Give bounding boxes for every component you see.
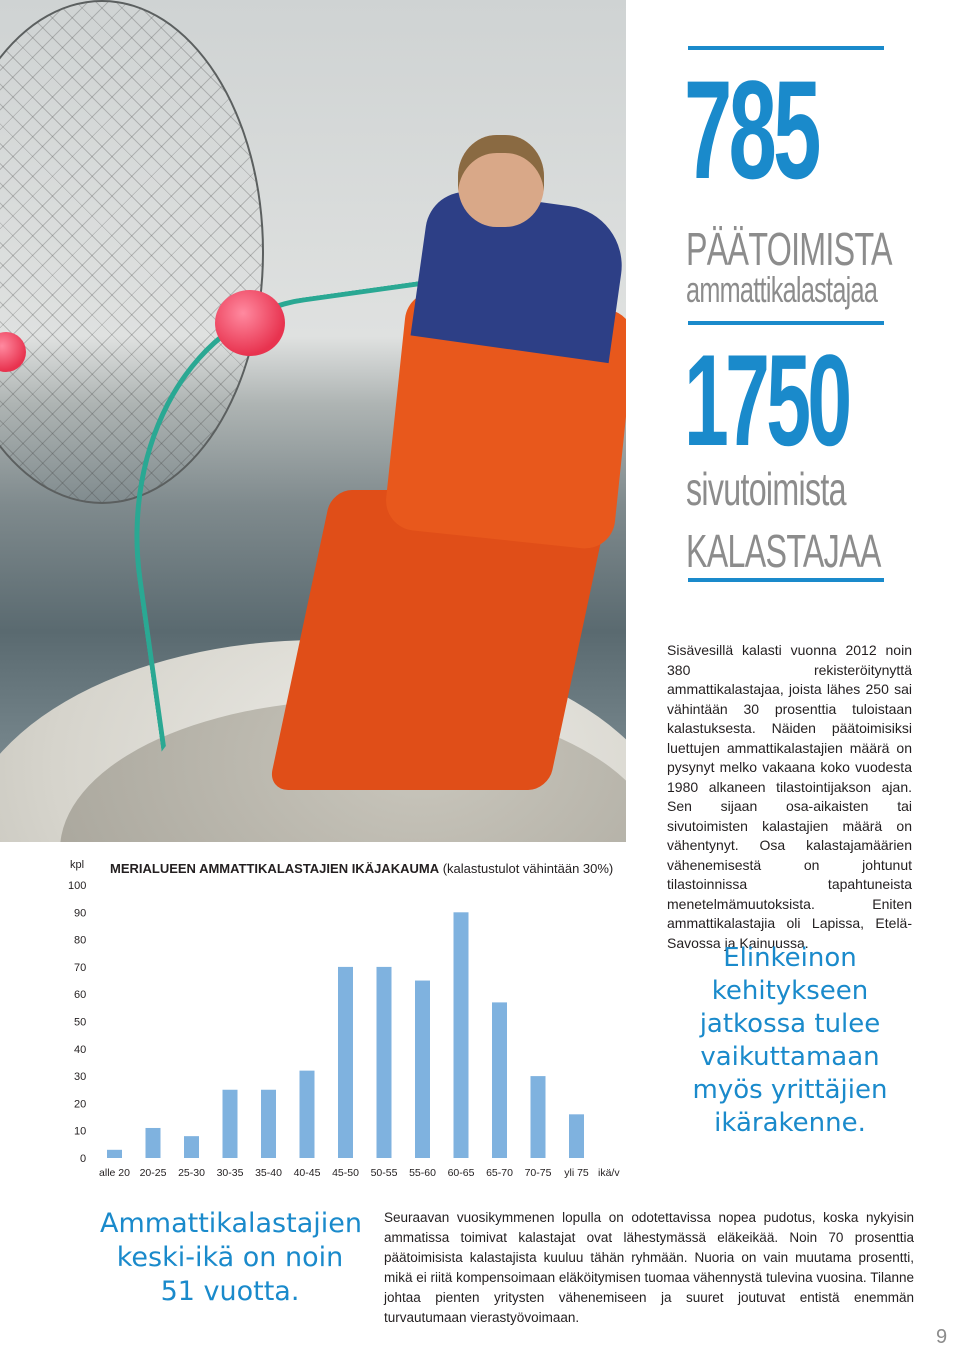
y-tick-label: 50 [74, 1016, 87, 1029]
bar [300, 1071, 315, 1158]
y-tick-label: 80 [74, 934, 87, 947]
x-tick-label: 30-35 [216, 1167, 244, 1179]
x-axis-label: ikä/v [598, 1167, 620, 1179]
chart-subtitle: (kalastustulot vähintään 30%) [442, 861, 614, 876]
divider [688, 46, 884, 50]
divider [688, 578, 884, 582]
x-tick-label: 20-25 [139, 1167, 167, 1179]
y-tick-label: 0 [80, 1153, 87, 1165]
bar [415, 981, 430, 1158]
body-paragraph: Sisävesillä kalasti vuonna 2012 noin 380 rekisteröitynyttä ammattikalastajaa, joista lähes 250 sai vähintään 30 prosenttia tuloistaan kalastuksesta. Näiden päätoimisiksi luettujen ammattikalastajien määrä on pysynyt melko vakaana koko vuodesta 1980 alkaneen tilastointijakson ajan. Sen sijaan osa-aikaisten tai sivutoimisten kalastajien määrä on vähentynyt. Osa kalastajamäärien vähenemisestä on johtunut tilastoinnissa tapahtuneista menetelmämuutoksista. Eniten ammattikalastajia oli Lapissa, Etelä-Savossa ja Kainuussa. [667, 642, 912, 951]
x-tick-label: 65-70 [486, 1167, 513, 1179]
pull-quote: Elinkeinon kehitykseen jatkossa tulee vaikuttamaan myös yrittäjien ikärakenne. [692, 943, 888, 1138]
x-tick-label: yli 75 [564, 1167, 589, 1179]
bar [454, 912, 469, 1158]
x-tick-label: 45-50 [332, 1167, 359, 1179]
y-tick-label: 40 [74, 1043, 87, 1056]
bar [569, 1114, 584, 1158]
y-tick-label: 100 [68, 880, 87, 892]
age-distribution-chart [0, 842, 640, 1192]
y-tick-label: 70 [74, 961, 87, 974]
stat-label-parttime: sivutoimista [686, 463, 846, 515]
stat-number-fulltime: 785 [684, 51, 818, 208]
x-tick-label: alle 20 [99, 1167, 130, 1179]
stat-sublabel-fulltime: ammattikalastajaa [686, 269, 878, 310]
y-tick-label: 10 [74, 1125, 87, 1138]
x-tick-label: 40-45 [293, 1167, 321, 1179]
bottom-paragraph: Seuraavan vuosikymmenen lopulla on odotettavissa nopea pudotus, koska nykyisin ammatissa toimivat kalastajat ovat lähestymässä eläkeikää. Noin 70 prosenttia päätoimisista kalastajista kuuluu tähän ryhmään. Nuoria on vain muutama prosentti, mikä ei riitä kompensoimaan eläköitymisen tuomaa vähennystä tulevina vuosina. Tilanne johtaa pienten yritysten vähenemiseen ja suuret joutuvat entistä enemmän turvautumaan vierastyövoimaan. [384, 1210, 914, 1325]
stat-number-parttime: 1750 [684, 327, 849, 473]
bar [492, 1002, 507, 1158]
stat-label-fulltime: PÄÄTOIMISTA [686, 223, 892, 275]
stat-sublabel-parttime: KALASTAJAA [686, 525, 881, 577]
x-tick-label: 70-75 [524, 1167, 552, 1179]
fisherman-photo [0, 0, 626, 842]
bar [146, 1128, 161, 1158]
x-tick-label: 35-40 [255, 1167, 282, 1179]
y-tick-label: 20 [74, 1098, 87, 1111]
bar [377, 967, 392, 1158]
x-tick-label: 50-55 [370, 1167, 398, 1179]
y-axis-label: kpl [70, 859, 85, 871]
bar [223, 1090, 238, 1158]
y-tick-label: 30 [74, 1071, 87, 1084]
bar [261, 1090, 276, 1158]
divider [688, 321, 884, 325]
bar [531, 1076, 546, 1158]
fisherman-head [458, 135, 544, 227]
bar [107, 1150, 122, 1158]
chart-title-main: MERIALUEEN AMMATTIKALASTAJIEN IKÄJAKAUMA [110, 861, 440, 876]
bar [184, 1136, 199, 1158]
x-tick-label: 60-65 [447, 1167, 475, 1179]
page-number: 9 [936, 1326, 948, 1348]
buoy [215, 290, 285, 356]
y-tick-label: 90 [74, 907, 87, 920]
bar [338, 967, 353, 1158]
x-tick-label: 55-60 [409, 1167, 436, 1179]
x-tick-label: 25-30 [178, 1167, 205, 1179]
average-age-callout: Ammattikalastajien keski-ikä on noin 51 vuotta. [100, 1208, 362, 1307]
y-tick-label: 60 [74, 989, 87, 1002]
